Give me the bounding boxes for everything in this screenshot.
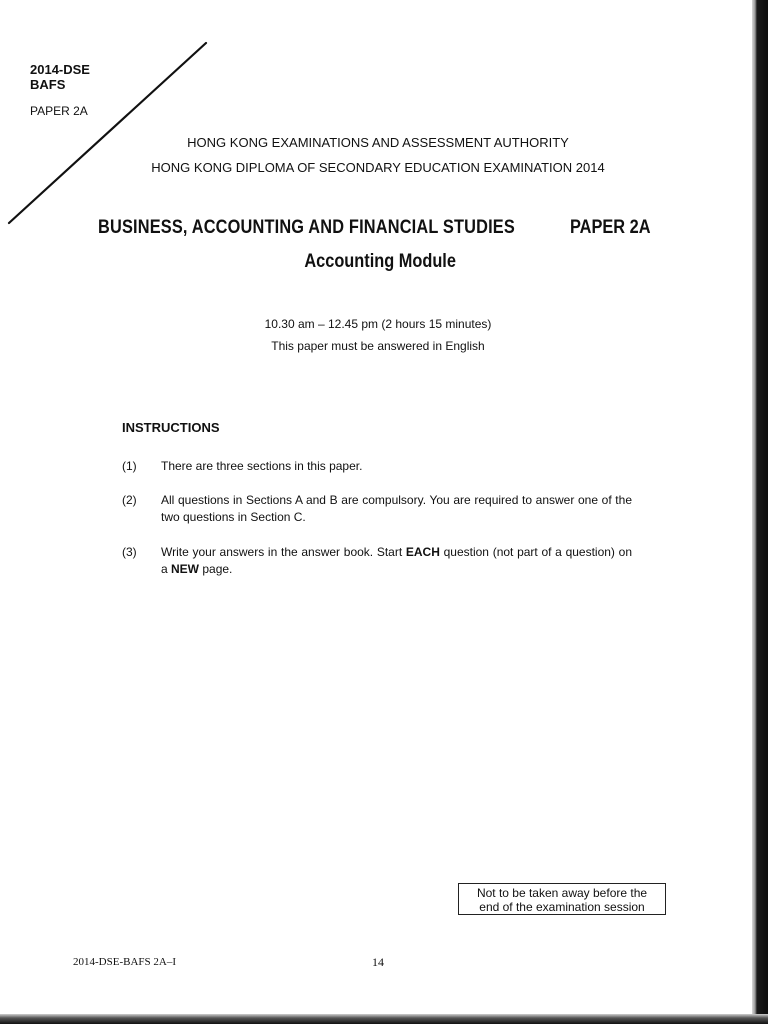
module-title: [0, 251, 760, 273]
footer-paper-code: 2014-DSE-BAFS 2A–I: [73, 956, 176, 968]
module-title-text: Accounting Module: [304, 251, 456, 272]
paper-tag: PAPER 2A: [30, 104, 88, 118]
instruction-number: (1): [122, 459, 137, 473]
instruction-number: (2): [122, 493, 137, 507]
examination-name: HONG KONG DIPLOMA OF SECONDARY EDUCATION EXAMINATION 2014: [151, 160, 605, 175]
instruction-text: There are three sections in this paper.: [161, 459, 363, 473]
instructions-heading: INSTRUCTIONS: [122, 420, 220, 435]
notice-box: [458, 883, 666, 915]
page-number: 14: [372, 955, 384, 969]
exam-code: [30, 62, 90, 92]
paper-label: PAPER 2A: [570, 217, 651, 238]
scan-edge-bottom: [0, 1014, 768, 1024]
instruction-text: Write your answers in the answer book. Start EACH question (not part of a question) on a NEW page.: [161, 545, 632, 576]
diagonal-slash-mark: [0, 0, 768, 240]
subject-title: BUSINESS, ACCOUNTING AND FINANCIAL STUDIES: [98, 217, 515, 238]
exam-time: 10.30 am – 12.45 pm (2 hours 15 minutes): [264, 317, 492, 331]
instruction-item: [122, 544, 632, 578]
instruction-text: All questions in Sections A and B are compulsory. You are required to answer one of the two questions in Section C.: [161, 493, 632, 524]
notice-line: end of the examination session: [479, 900, 645, 914]
notice-line: Not to be taken away before the: [476, 886, 648, 900]
instruction-item: [122, 458, 632, 475]
language-note: This paper must be answered in English: [271, 339, 485, 353]
exam-code-subject: BAFS: [30, 77, 66, 92]
instruction-item: [122, 492, 632, 526]
authority-name: HONG KONG EXAMINATIONS AND ASSESSMENT AUTHORITY: [187, 135, 569, 150]
instruction-number: (3): [122, 545, 137, 559]
exam-code-year: 2014-DSE: [30, 62, 90, 77]
